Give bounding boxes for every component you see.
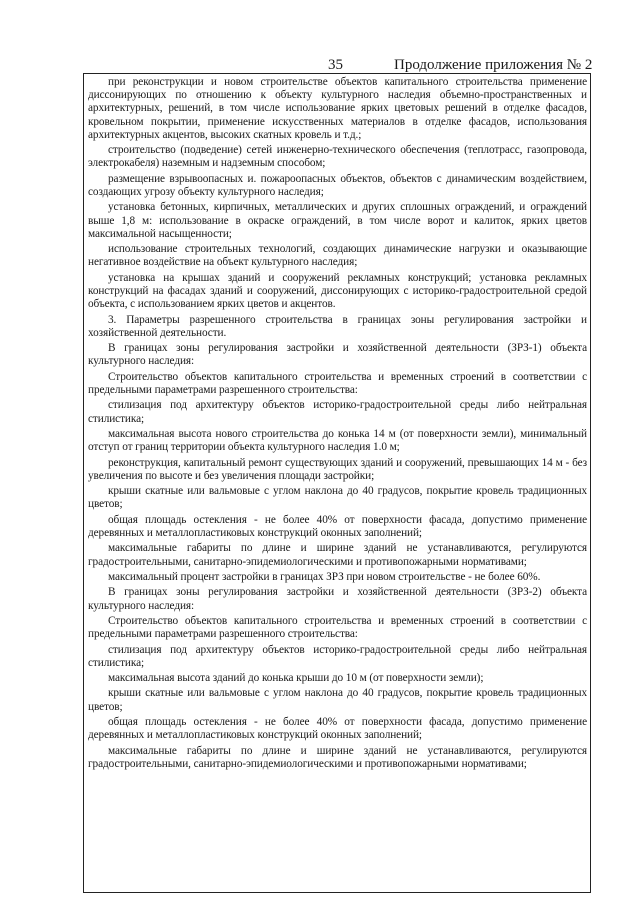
paragraph: максимальная высота зданий до конька крыши до 10 м (от поверхности земли); [108, 672, 484, 685]
paragraph: установка на крышах зданий и сооружений рекламных конструкций; установка рекламных конструкций на фасадах зданий и сооружений, диссонирующих с историко-градостроительной средой объекта, с использованием ярких цветов и акцентов. [88, 271, 587, 311]
document-body [88, 76, 587, 773]
paragraph: Строительство объектов капитального строительства и временных строений в соответствии с предельными параметрами разрешенного строительства: [88, 614, 587, 641]
paragraph: максимальные габариты по длине и ширине зданий не устанавливаются, регулируются градостроительными, санитарно-эпидемиологическими и противопожарными нормативами; [88, 542, 587, 568]
paragraph: при реконструкции и новом строительстве объектов капитального строительства применение диссонирующих по отношению к объекту культурного наследия объемно-пространственных и архитектурных, решений, в том числе использование ярких цветовых решений в отделке фасадов, кровельном покрытии, применение искусственных материалов в отделке фасадов, использования архитектурных акцентов, высоких скатных кровель и т.д.; [88, 76, 587, 141]
paragraph: максимальный процент застройки в границах ЗРЗ при новом строительстве - не более 60%. [108, 570, 541, 583]
zone-heading-paragraph: В границах зоны регулирования застройки и хозяйственной деятельности (ЗРЗ-1) объекта культурного наследия: [88, 342, 587, 368]
paragraph: максимальные габариты по длине и ширине зданий не устанавливаются, регулируются градостроительными, санитарно-эпидемиологическими и противопожарными нормативами; [88, 744, 587, 770]
paragraph: Строительство объектов капитального строительства и временных строений в соответствии с предельными параметрами разрешенного строительства: [88, 370, 587, 396]
page-number: 35 [328, 57, 343, 73]
paragraph: стилизация под архитектуру объектов историко-градостроительной среды либо нейтральная стилистика; [88, 399, 587, 425]
paragraph: стилизация под архитектуру объектов историко-градостроительной среды либо нейтральная стилистика; [88, 643, 587, 669]
section-heading-paragraph: 3. Параметры разрешенного строительства в границах зоны регулирования застройки и хозяйственной деятельности. [88, 313, 587, 339]
zone-heading-paragraph: В границах зоны регулирования застройки и хозяйственной деятельности (ЗРЗ-2) объекта культурного наследия: [88, 586, 587, 612]
paragraph: крыши скатные или вальмовые с углом наклона до 40 градусов, покрытие кровель традиционных цветов; [88, 687, 587, 713]
page-header [0, 55, 640, 75]
paragraph: максимальная высота нового строительства до конька 14 м (от поверхности земли), минимальный отступ от границ территории объекта культурного наследия 1.0 м; [88, 427, 587, 454]
paragraph: общая площадь остекления - не более 40% от поверхности фасада, допустимо применение деревянных и металлопластиковых конструкций оконных заполнений; [88, 716, 587, 742]
appendix-continuation-title: Продолжение приложения № 2 [394, 57, 593, 73]
paragraph: использование строительных технологий, создающих динамические нагрузки и оказывающие негативное воздействие на объект культурного наследия; [88, 243, 587, 269]
paragraph: крыши скатные или вальмовые с углом наклона до 40 градусов, покрытие кровель традиционных цветов; [88, 485, 587, 511]
paragraph: размещение взрывоопасных и. пожароопасных объектов, объектов с динамическим воздействием, создающих угрозу объекту культурного наследия; [88, 172, 587, 198]
paragraph: реконструкция, капитальный ремонт существующих зданий и сооружений, превышающих 14 м - без увеличения по высоте и без увеличения площади застройки; [88, 456, 587, 482]
paragraph: установка бетонных, кирпичных, металлических и других сплошных ограждений, и ограждений выше 1,8 м: использование в окраске ограждений, в том числе ворот и калиток, ярких цветов максимальной насыщенности; [88, 201, 587, 240]
paragraph: общая площадь остекления - не более 40% от поверхности фасада, допустимо применение деревянных и металлопластиковых конструкций оконных заполнений; [88, 513, 587, 539]
paragraph: строительство (подведение) сетей инженерно-технического обеспечения (теплотрасс, газопровода, электрокабеля) наземным и надземным способом; [88, 144, 587, 170]
